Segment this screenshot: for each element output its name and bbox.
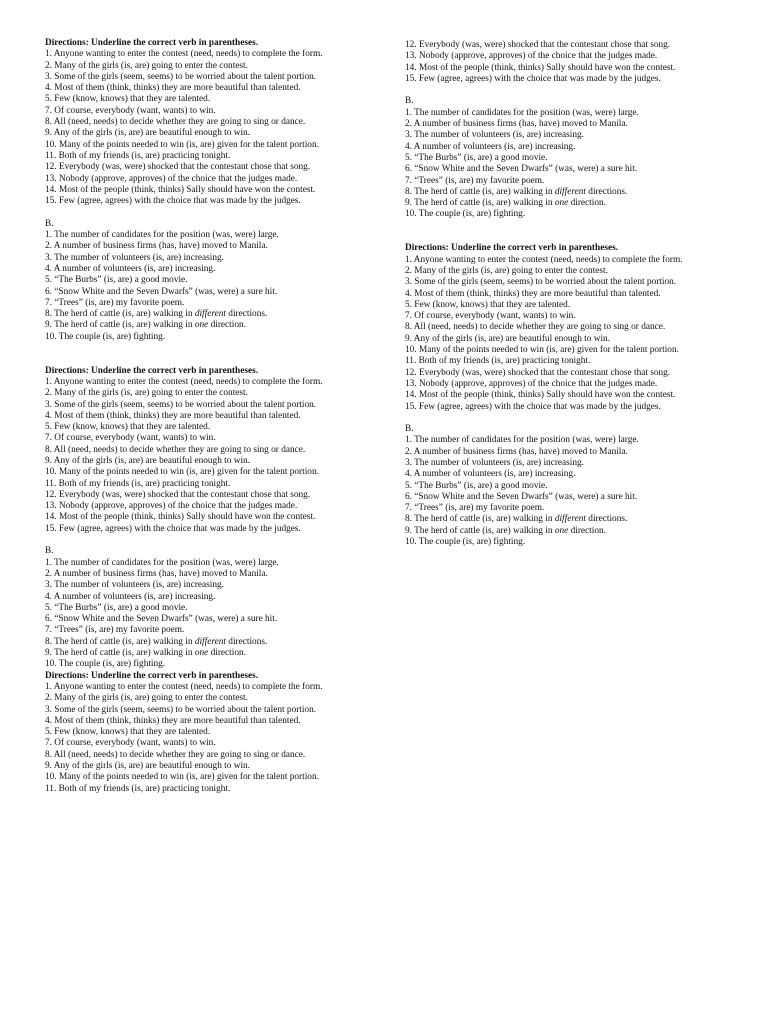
- item-text: 4. A number of volunteers (is, are) increasing.: [45, 263, 216, 274]
- item-text: 9. The herd of cattle (is, are) walking in: [45, 648, 195, 659]
- exercise-item-b: [45, 230, 363, 241]
- item-text: 2. A number of business firms (has, have) moved to Manila.: [405, 446, 628, 457]
- item-text-end: direction.: [568, 525, 606, 536]
- exercise-item: 11. Both of my friends (is, are) practicing tonight.: [45, 150, 231, 161]
- item-text: 10. The couple (is, are) fighting.: [405, 537, 526, 548]
- exercise-item-b: [405, 142, 723, 153]
- exercise-item: 12. Everybody (was, were) shocked that the contestant chose that song.: [405, 367, 671, 378]
- exercise-item: 1. Anyone wanting to enter the contest (need, needs) to complete the form.: [45, 681, 323, 692]
- exercise-item: 10. Many of the points needed to win (is, are) given for the talent portion.: [45, 467, 319, 478]
- exercise-item-b: [405, 526, 723, 537]
- exercise-item-b: [405, 130, 723, 141]
- exercise-item: 1. Anyone wanting to enter the contest (need, needs) to complete the form.: [405, 254, 683, 265]
- exercise-item-b: [45, 241, 363, 252]
- exercise-item-b: [45, 253, 363, 264]
- item-text: 1. The number of candidates for the position (was, were) large.: [45, 230, 279, 241]
- exercise-item-b: [45, 569, 363, 580]
- exercise-item: 7. Of course, everybody (want, wants) to win.: [45, 433, 216, 444]
- item-text: 1. The number of candidates for the position (was, were) large.: [45, 557, 279, 568]
- exercise-item-b: [45, 603, 363, 614]
- exercise-item-b: [45, 558, 363, 569]
- exercise-item: 14. Most of the people (think, thinks) Sally should have won the contest.: [45, 184, 316, 195]
- exercise-item: 12. Everybody (was, were) shocked that the contestant chose that song.: [45, 489, 311, 500]
- item-text: 6. “Snow White and the Seven Dwarfs” (was, were) a sure hit.: [45, 286, 278, 297]
- exercise-item: 2. Many of the girls (is, are) going to enter the contest.: [45, 388, 248, 399]
- exercise-item-b: [405, 447, 723, 458]
- item-emphasis: one: [194, 320, 209, 331]
- item-text: 9. The herd of cattle (is, are) walking in: [45, 320, 195, 331]
- item-text: 10. The couple (is, are) fighting.: [45, 331, 166, 342]
- exercise-item: 2. Many of the girls (is, are) going to enter the contest.: [45, 60, 248, 71]
- item-text: 4. A number of volunteers (is, are) increasing.: [45, 591, 216, 602]
- exercise-item-b: [405, 119, 723, 130]
- exercise-item: 9. Any of the girls (is, are) are beautiful enough to win.: [45, 128, 250, 139]
- exercise-item: 4. Most of them (think, thinks) they are more beautiful than talented.: [405, 288, 661, 299]
- item-text: 4. A number of volunteers (is, are) increasing.: [405, 469, 576, 480]
- item-text: 5. “The Burbs” (is, are) a good movie.: [405, 152, 548, 163]
- exercise-item-b: [45, 332, 363, 343]
- exercise-item: 12. Everybody (was, were) shocked that the contestant chose that song.: [45, 162, 311, 173]
- exercise-item-b: [405, 187, 723, 198]
- exercise-item: 10. Many of the points needed to win (is, are) given for the talent portion.: [45, 139, 319, 150]
- exercise-item-b: [405, 209, 723, 220]
- exercise-item-b: [405, 435, 723, 446]
- exercise-item: 8. All (need, needs) to decide whether they are going to sing or dance.: [45, 117, 306, 128]
- exercise-item: 12. Everybody (was, were) shocked that the contestant chose that song.: [405, 40, 671, 50]
- exercise-item-b: [405, 108, 723, 119]
- item-text: 7. “Trees” (is, are) my favorite poem.: [45, 625, 185, 636]
- exercise-item-b: [405, 481, 723, 492]
- item-emphasis: one: [554, 525, 569, 536]
- exercise-item: 5. Few (know, knows) that they are talented.: [45, 422, 211, 433]
- exercise-item: 13. Nobody (approve, approves) of the choice that the judges made.: [45, 173, 298, 184]
- item-text: 10. The couple (is, are) fighting.: [405, 209, 526, 220]
- exercise-item: 4. Most of them (think, thinks) they are more beautiful than talented.: [45, 83, 301, 94]
- item-emphasis: different: [194, 636, 226, 647]
- exercise-item: 9. Any of the girls (is, are) are beautiful enough to win.: [45, 761, 250, 771]
- exercise-item-b: [45, 309, 363, 320]
- exercise-item: 9. Any of the girls (is, are) are beautiful enough to win.: [405, 333, 610, 344]
- item-text: 6. “Snow White and the Seven Dwarfs” (was, were) a sure hit.: [405, 491, 638, 502]
- exercise-item: 4. Most of them (think, thinks) they are more beautiful than talented.: [45, 715, 301, 726]
- item-text: 9. The herd of cattle (is, are) walking in: [405, 525, 555, 536]
- directions-heading: Directions: Underline the correct verb in parentheses.: [45, 38, 259, 48]
- exercise-item: 3. Some of the girls (seem, seems) to be worried about the talent portion.: [405, 277, 677, 288]
- item-text: 8. The herd of cattle (is, are) walking in: [45, 636, 195, 647]
- exercise-item-b: [405, 514, 723, 525]
- exercise-item-b: [405, 503, 723, 514]
- exercise-item: 7. Of course, everybody (want, wants) to win.: [45, 105, 216, 116]
- exercise-item-b: [405, 164, 723, 175]
- item-text-end: directions.: [585, 186, 628, 197]
- item-emphasis: different: [554, 186, 586, 197]
- exercise-item-b: [405, 176, 723, 187]
- item-text: 3. The number of volunteers (is, are) increasing.: [405, 130, 584, 141]
- exercise-item: 7. Of course, everybody (want, wants) to win.: [45, 738, 216, 749]
- exercise-item: 11. Both of my friends (is, are) practicing tonight.: [45, 478, 231, 489]
- exercise-item: 5. Few (know, knows) that they are talented.: [45, 727, 211, 738]
- exercise-item-b: [45, 580, 363, 591]
- exercise-item: 5. Few (know, knows) that they are talented.: [405, 299, 571, 310]
- exercise-item-b: [45, 275, 363, 286]
- section-b-label: B.: [45, 218, 54, 229]
- exercise-item-b: [45, 287, 363, 298]
- exercise-item-b: [45, 614, 363, 625]
- item-text: 6. “Snow White and the Seven Dwarfs” (was, were) a sure hit.: [45, 614, 278, 625]
- exercise-item-b: [405, 492, 723, 503]
- exercise-item: 13. Nobody (approve, approves) of the choice that the judges made.: [405, 378, 658, 389]
- exercise-item: 2. Many of the girls (is, are) going to enter the contest.: [45, 693, 248, 704]
- left-column: [45, 38, 363, 795]
- exercise-item-b: [405, 458, 723, 469]
- exercise-item-b: [405, 537, 723, 548]
- item-text: 10. The couple (is, are) fighting.: [45, 659, 166, 670]
- exercise-item: 14. Most of the people (think, thinks) Sally should have won the contest.: [45, 512, 316, 523]
- item-text: 1. The number of candidates for the position (was, were) large.: [405, 435, 639, 446]
- item-text: 8. The herd of cattle (is, are) walking in: [405, 514, 555, 525]
- exercise-item: 11. Both of my friends (is, are) practicing tonight.: [45, 783, 231, 794]
- item-text: 8. The herd of cattle (is, are) walking in: [45, 309, 195, 320]
- exercise-item: 13. Nobody (approve, approves) of the choice that the judges made.: [405, 51, 658, 62]
- exercise-item: 10. Many of the points needed to win (is, are) given for the talent portion.: [45, 772, 319, 783]
- exercise-item: 15. Few (agree, agrees) with the choice that was made by the judges.: [405, 73, 661, 84]
- directions-heading: Directions: Underline the correct verb in parentheses.: [45, 670, 259, 681]
- item-text: 4. A number of volunteers (is, are) increasing.: [405, 141, 576, 152]
- exercise-item: 8. All (need, needs) to decide whether they are going to sing or dance.: [405, 322, 666, 333]
- exercise-item-b: [45, 592, 363, 603]
- item-emphasis: one: [554, 198, 569, 209]
- exercise-item: 9. Any of the girls (is, are) are beautiful enough to win.: [45, 455, 250, 466]
- item-text: 7. “Trees” (is, are) my favorite poem.: [405, 175, 545, 186]
- exercise-item: 8. All (need, needs) to decide whether they are going to sing or dance.: [45, 749, 306, 760]
- item-emphasis: different: [194, 309, 226, 320]
- exercise-item: 1. Anyone wanting to enter the contest (need, needs) to complete the form.: [45, 376, 323, 387]
- exercise-item-b: [45, 298, 363, 309]
- exercise-item: 15. Few (agree, agrees) with the choice that was made by the judges.: [45, 196, 301, 207]
- exercise-item: 11. Both of my friends (is, are) practicing tonight.: [405, 356, 591, 367]
- exercise-item-b: [45, 637, 363, 648]
- section-b-label: B.: [45, 546, 54, 557]
- section-b-label: B.: [405, 96, 414, 107]
- item-text: 5. “The Burbs” (is, are) a good movie.: [45, 275, 188, 286]
- item-text: 7. “Trees” (is, are) my favorite poem.: [405, 503, 545, 514]
- item-text: 5. “The Burbs” (is, are) a good movie.: [45, 602, 188, 613]
- exercise-item: 3. Some of the girls (seem, seems) to be worried about the talent portion.: [45, 704, 317, 715]
- exercise-item-b: [405, 198, 723, 209]
- exercise-item: 4. Most of them (think, thinks) they are more beautiful than talented.: [45, 410, 301, 421]
- exercise-item: 15. Few (agree, agrees) with the choice that was made by the judges.: [45, 523, 301, 534]
- item-text-end: directions.: [225, 309, 268, 320]
- exercise-item-b: [45, 659, 363, 670]
- exercise-item: 2. Many of the girls (is, are) going to enter the contest.: [405, 265, 608, 276]
- item-text: 3. The number of volunteers (is, are) increasing.: [405, 457, 584, 468]
- item-text-end: direction.: [208, 320, 246, 331]
- item-text: 3. The number of volunteers (is, are) increasing.: [45, 252, 224, 263]
- item-text: 2. A number of business firms (has, have) moved to Manila.: [45, 241, 268, 252]
- item-text: 1. The number of candidates for the position (was, were) large.: [405, 107, 639, 118]
- exercise-item-b: [405, 153, 723, 164]
- exercise-item-b: [45, 320, 363, 331]
- item-text: 9. The herd of cattle (is, are) walking in: [405, 198, 555, 209]
- exercise-item: 8. All (need, needs) to decide whether they are going to sing or dance.: [45, 444, 306, 455]
- item-text: 7. “Trees” (is, are) my favorite poem.: [45, 297, 185, 308]
- right-column: [405, 40, 723, 548]
- directions-heading: Directions: Underline the correct verb in parentheses.: [45, 365, 259, 376]
- exercise-item: 7. Of course, everybody (want, wants) to win.: [405, 311, 576, 322]
- item-text-end: directions.: [585, 514, 628, 525]
- exercise-item: 5. Few (know, knows) that they are talented.: [45, 94, 211, 105]
- item-text: 8. The herd of cattle (is, are) walking in: [405, 186, 555, 197]
- exercise-item: 14. Most of the people (think, thinks) Sally should have won the contest.: [405, 390, 676, 401]
- item-emphasis: different: [554, 514, 586, 525]
- item-text-end: direction.: [568, 198, 606, 209]
- item-text: 5. “The Burbs” (is, are) a good movie.: [405, 480, 548, 491]
- exercise-item: 3. Some of the girls (seem, seems) to be worried about the talent portion.: [45, 399, 317, 410]
- section-b-label: B.: [405, 424, 414, 435]
- exercise-item: 1. Anyone wanting to enter the contest (need, needs) to complete the form.: [45, 49, 323, 60]
- exercise-item-b: [405, 469, 723, 480]
- directions-heading: Directions: Underline the correct verb in parentheses.: [405, 243, 619, 254]
- item-text: 3. The number of volunteers (is, are) increasing.: [45, 580, 224, 591]
- exercise-item-b: [45, 264, 363, 275]
- item-text: 6. “Snow White and the Seven Dwarfs” (was, were) a sure hit.: [405, 164, 638, 175]
- exercise-item-b: [45, 648, 363, 659]
- exercise-item: 10. Many of the points needed to win (is, are) given for the talent portion.: [405, 345, 679, 356]
- item-text: 2. A number of business firms (has, have) moved to Manila.: [45, 568, 268, 579]
- item-text: 2. A number of business firms (has, have) moved to Manila.: [405, 119, 628, 130]
- exercise-item-b: [45, 625, 363, 636]
- exercise-item: 3. Some of the girls (seem, seems) to be worried about the talent portion.: [45, 71, 317, 82]
- exercise-item: 13. Nobody (approve, approves) of the choice that the judges made.: [45, 501, 298, 512]
- item-emphasis: one: [194, 648, 209, 659]
- exercise-item: 15. Few (agree, agrees) with the choice that was made by the judges.: [405, 401, 661, 412]
- item-text-end: directions.: [225, 636, 268, 647]
- exercise-item: 14. Most of the people (think, thinks) Sally should have won the contest.: [405, 62, 676, 73]
- item-text-end: direction.: [208, 648, 246, 659]
